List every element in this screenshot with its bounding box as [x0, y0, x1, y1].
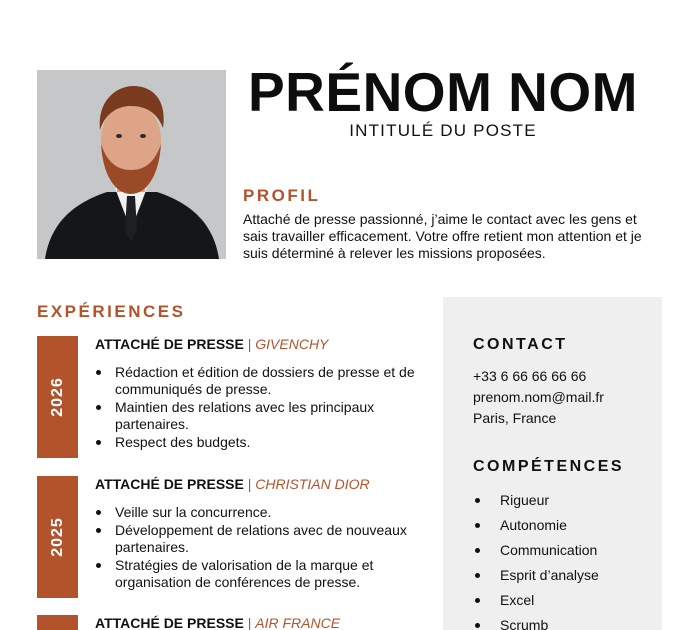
experiences-heading: EXPÉRIENCES	[37, 302, 186, 321]
list-item: Excel	[473, 590, 599, 615]
contact-phone: +33 6 66 66 66 66	[473, 368, 587, 384]
contact-details	[473, 366, 604, 429]
list-item: Esprit d’analyse	[473, 565, 599, 590]
year-bar	[37, 476, 78, 598]
list-item: Respect des budgets.	[95, 434, 425, 451]
job-company: CHRISTIAN DIOR	[255, 476, 370, 492]
list-item: Veille sur la concurrence.	[95, 504, 425, 521]
list-item: Scrumb	[473, 615, 599, 630]
job-role: ATTACHÉ DE PRESSE	[95, 336, 244, 352]
profil-text: Attaché de presse passionné, j’aime le contact avec les gens et sais travailler efficacement. Votre offre retient mon attention et je suis déterminé à relever les missions proposées.	[243, 211, 642, 261]
job-bullets	[95, 364, 425, 452]
experience-item	[37, 615, 417, 630]
job-header	[95, 476, 370, 493]
list-item: Maintien des relations avec les principaux partenaires.	[95, 399, 425, 433]
list-item: Rigueur	[473, 490, 599, 515]
job-separator: |	[247, 336, 252, 352]
list-item: Rédaction et édition de dossiers de presse et de communiqués de presse.	[95, 364, 425, 398]
job-company: AIR FRANCE	[255, 615, 341, 630]
year-label: 2025	[48, 517, 66, 557]
contact-location: Paris, France	[473, 410, 557, 426]
contact-email: prenom.nom@mail.fr	[473, 389, 604, 405]
job-company: GIVENCHY	[255, 336, 329, 352]
contact-heading: CONTACT	[473, 336, 568, 353]
job-header	[95, 336, 328, 353]
job-header	[95, 615, 340, 630]
portrait-icon	[37, 70, 226, 259]
profile-photo	[37, 70, 226, 259]
experience-item	[37, 336, 417, 458]
list-item: Développement de relations avec de nouveaux partenaires.	[95, 522, 425, 556]
job-separator: |	[247, 615, 252, 630]
skills-heading: COMPÉTENCES	[473, 458, 625, 475]
job-title: INTITULÉ DU POSTE	[349, 121, 537, 140]
list-item: Autonomie	[473, 515, 599, 540]
year-bar	[37, 615, 78, 630]
person-name: PRÉNOM NOM	[248, 61, 638, 123]
job-role: ATTACHÉ DE PRESSE	[95, 615, 244, 630]
profil-heading: PROFIL	[243, 186, 321, 205]
list-item: Communication	[473, 540, 599, 565]
job-separator: |	[247, 476, 252, 492]
job-role: ATTACHÉ DE PRESSE	[95, 476, 244, 492]
list-item: Stratégies de valorisation de la marque et organisation de conférences de presse.	[95, 557, 425, 591]
sidebar	[443, 297, 662, 630]
job-bullets	[95, 504, 425, 592]
year-label: 2026	[48, 377, 66, 417]
skills-list	[473, 490, 599, 630]
year-bar	[37, 336, 78, 458]
experience-item	[37, 476, 417, 598]
